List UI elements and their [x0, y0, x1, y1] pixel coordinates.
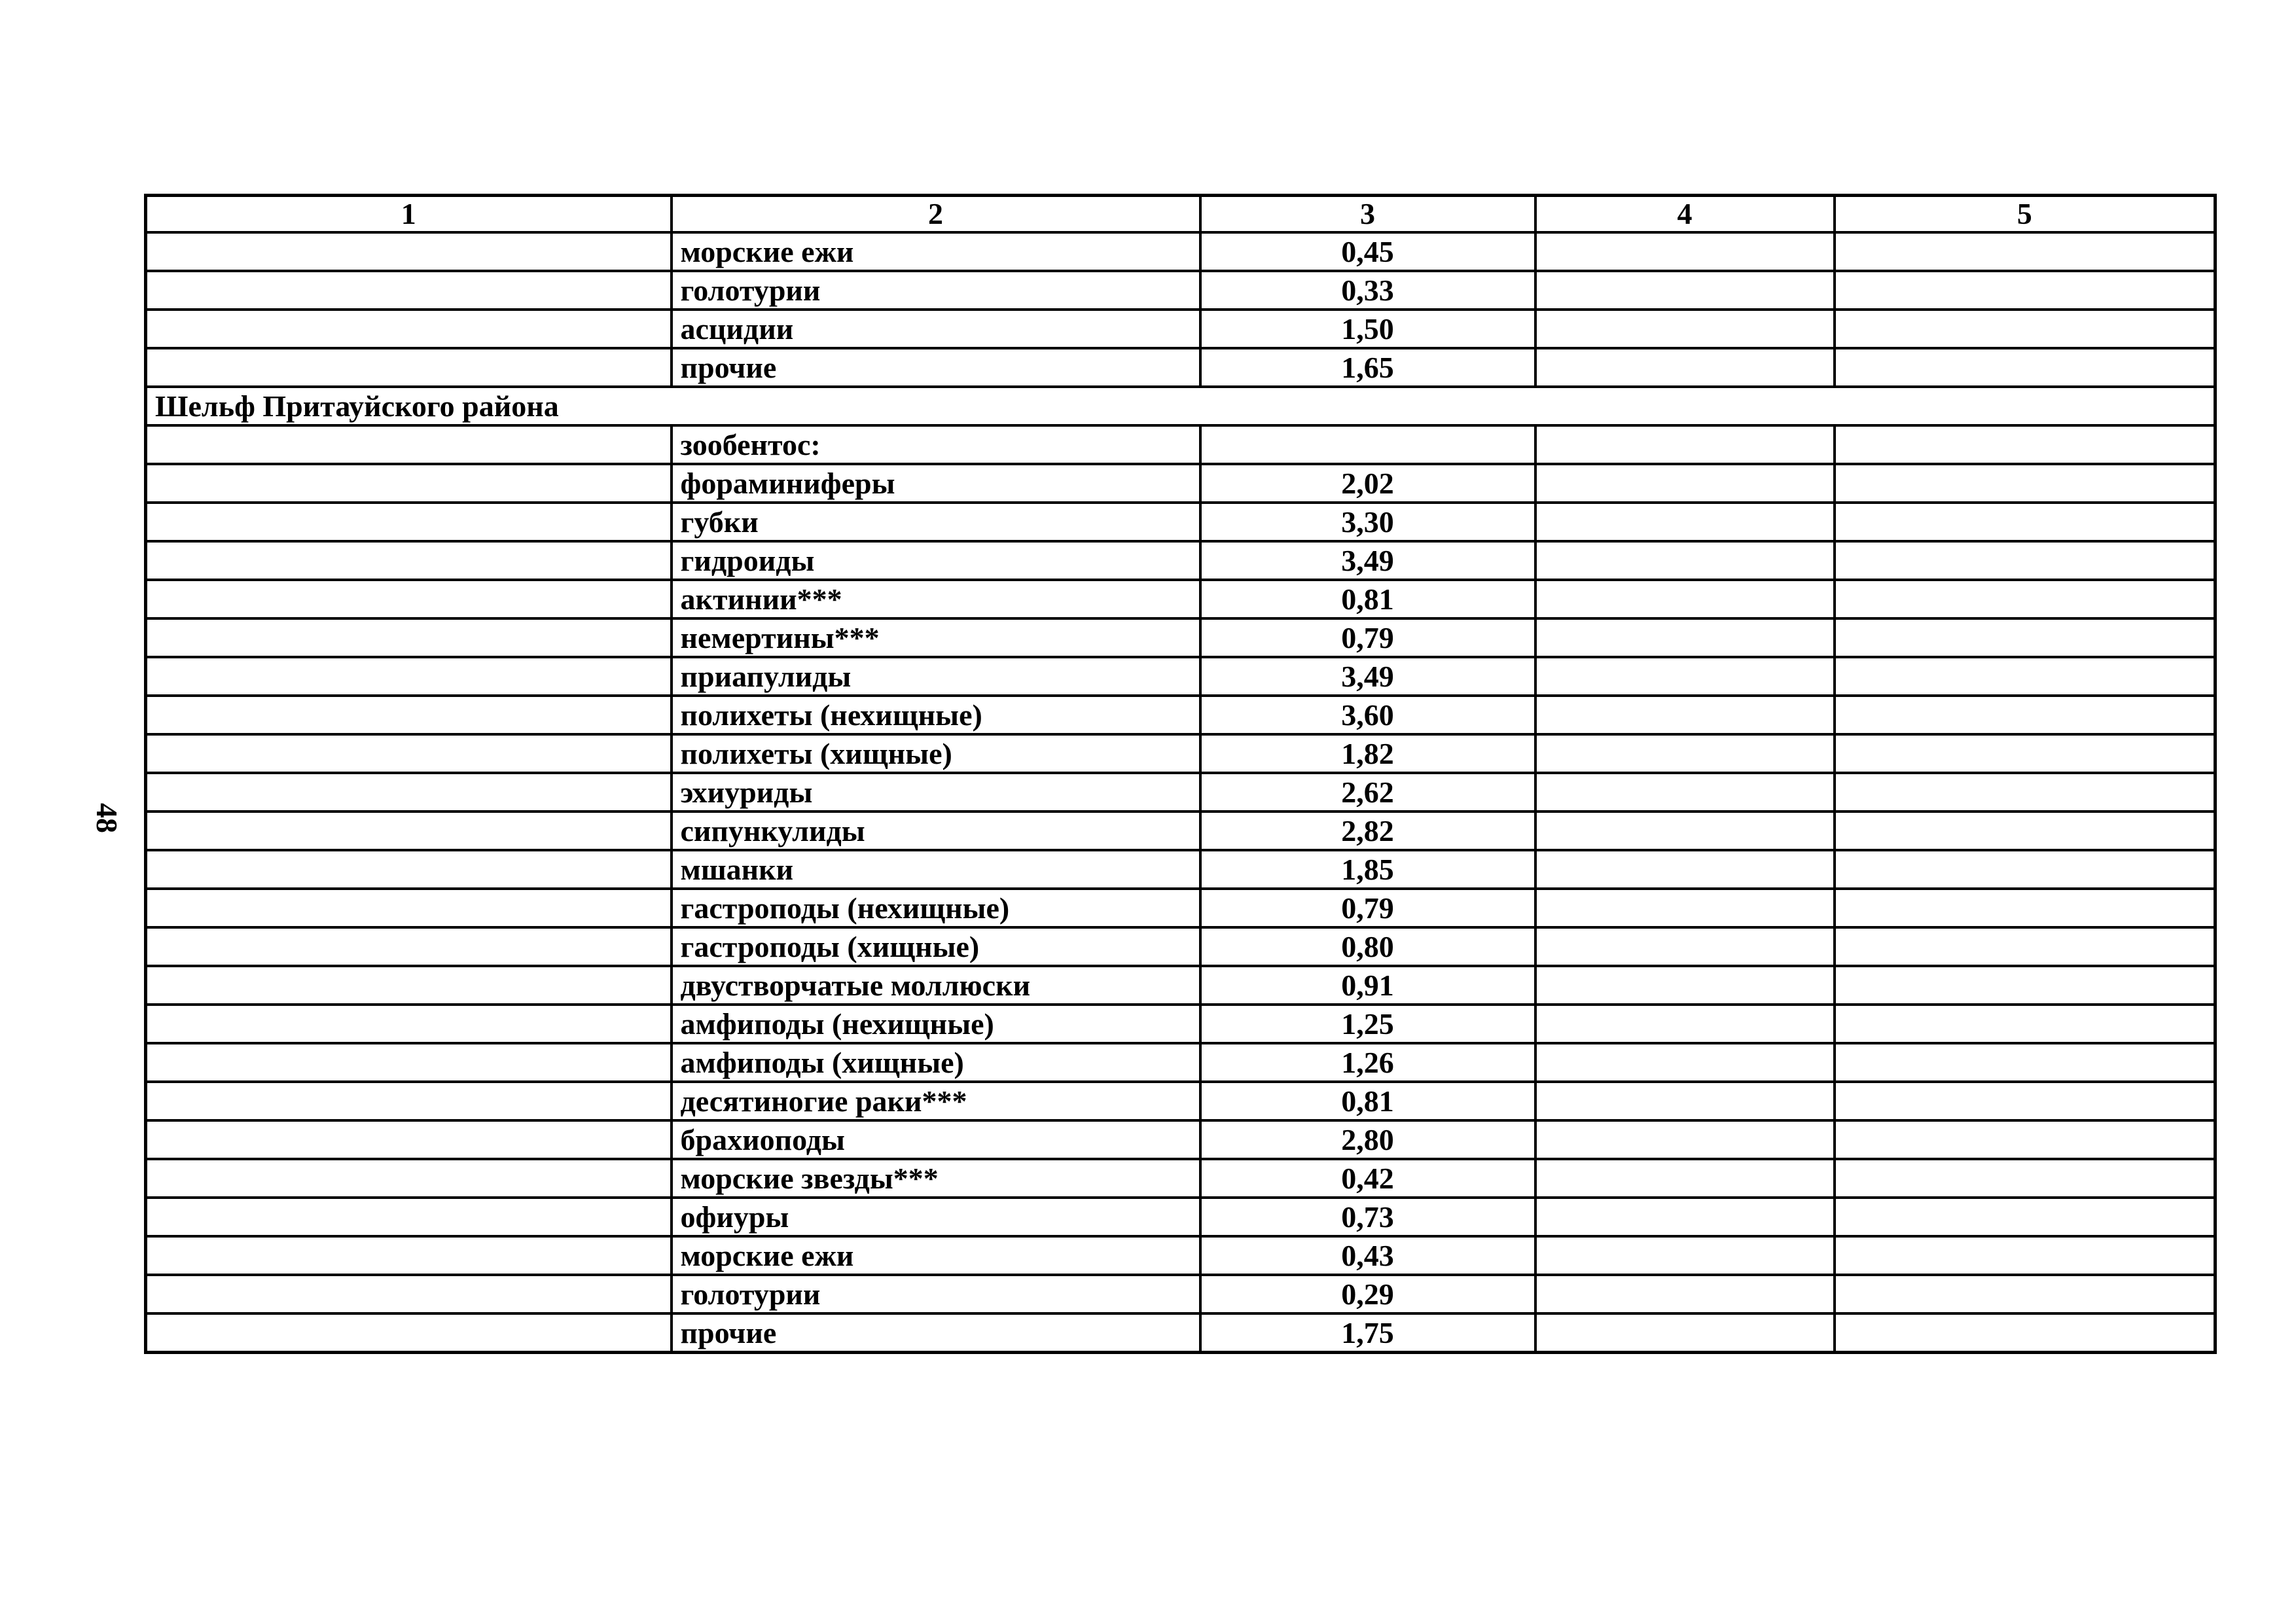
cell-taxon-name: амфиподы (хищные)	[672, 1043, 1200, 1082]
cell-col-4	[1535, 1082, 1835, 1120]
cell-value: 3,49	[1200, 657, 1535, 696]
cell-col-1	[146, 773, 672, 812]
cell-col-4	[1535, 1005, 1835, 1043]
table-row	[146, 1082, 2215, 1120]
column-header-2: 2	[672, 196, 1200, 233]
cell-col-4	[1535, 348, 1835, 387]
cell-col-1	[146, 618, 672, 657]
cell-taxon-name: голотурии	[672, 1275, 1200, 1313]
table-row	[146, 580, 2215, 618]
table-row	[146, 1159, 2215, 1198]
cell-taxon-name: прочие	[672, 348, 1200, 387]
cell-col-5	[1835, 1275, 2215, 1313]
cell-value: 1,26	[1200, 1043, 1535, 1082]
cell-value: 1,25	[1200, 1005, 1535, 1043]
cell-value: 2,82	[1200, 812, 1535, 850]
cell-value	[1200, 425, 1535, 464]
cell-value: 0,79	[1200, 618, 1535, 657]
cell-col-5	[1835, 232, 2215, 271]
cell-col-5	[1835, 348, 2215, 387]
cell-value: 2,62	[1200, 773, 1535, 812]
cell-col-5	[1835, 618, 2215, 657]
cell-col-5	[1835, 850, 2215, 889]
cell-col-4	[1535, 889, 1835, 927]
cell-taxon-name: брахиоподы	[672, 1120, 1200, 1159]
cell-taxon-name: голотурии	[672, 271, 1200, 310]
table-row	[146, 1043, 2215, 1082]
cell-value: 1,65	[1200, 348, 1535, 387]
cell-taxon-name: морские ежи	[672, 1236, 1200, 1275]
cell-col-1	[146, 1275, 672, 1313]
table-row	[146, 773, 2215, 812]
cell-col-4	[1535, 310, 1835, 348]
cell-taxon-name: полихеты (хищные)	[672, 734, 1200, 773]
cell-value: 0,43	[1200, 1236, 1535, 1275]
cell-col-1	[146, 271, 672, 310]
cell-col-1	[146, 425, 672, 464]
cell-taxon-name: прочие	[672, 1313, 1200, 1353]
cell-col-4	[1535, 541, 1835, 580]
cell-taxon-name: приапулиды	[672, 657, 1200, 696]
cell-taxon-name: зообентос:	[672, 425, 1200, 464]
cell-col-4	[1535, 464, 1835, 503]
cell-col-1	[146, 464, 672, 503]
table-row	[146, 310, 2215, 348]
cell-col-4	[1535, 734, 1835, 773]
cell-col-1	[146, 232, 672, 271]
table-row	[146, 1275, 2215, 1313]
cell-value: 0,79	[1200, 889, 1535, 927]
column-header-5: 5	[1835, 196, 2215, 233]
table-header	[146, 196, 2215, 233]
cell-col-4	[1535, 1043, 1835, 1082]
table-row	[146, 657, 2215, 696]
cell-taxon-name: морские ежи	[672, 232, 1200, 271]
cell-value: 1,82	[1200, 734, 1535, 773]
cell-value: 3,30	[1200, 503, 1535, 541]
cell-value: 0,29	[1200, 1275, 1535, 1313]
cell-taxon-name: мшанки	[672, 850, 1200, 889]
cell-taxon-name: немертины***	[672, 618, 1200, 657]
page-number: 48	[90, 803, 124, 833]
cell-col-5	[1835, 541, 2215, 580]
cell-col-5	[1835, 696, 2215, 734]
column-header-1: 1	[146, 196, 672, 233]
cell-col-5	[1835, 1043, 2215, 1082]
cell-col-1	[146, 1120, 672, 1159]
cell-col-5	[1835, 657, 2215, 696]
cell-taxon-name: десятиногие раки***	[672, 1082, 1200, 1120]
cell-col-4	[1535, 696, 1835, 734]
table-row	[146, 1313, 2215, 1353]
table-row	[146, 618, 2215, 657]
cell-value: 0,81	[1200, 580, 1535, 618]
header-row	[146, 196, 2215, 233]
cell-value: 0,81	[1200, 1082, 1535, 1120]
cell-col-4	[1535, 618, 1835, 657]
cell-value: 0,33	[1200, 271, 1535, 310]
cell-col-1	[146, 1082, 672, 1120]
cell-col-4	[1535, 271, 1835, 310]
section-title: Шельф Притауйского района	[146, 387, 2215, 425]
cell-col-5	[1835, 1120, 2215, 1159]
cell-col-4	[1535, 1120, 1835, 1159]
cell-col-1	[146, 850, 672, 889]
cell-col-4	[1535, 657, 1835, 696]
cell-taxon-name: актинии***	[672, 580, 1200, 618]
cell-col-5	[1835, 464, 2215, 503]
cell-value: 2,02	[1200, 464, 1535, 503]
cell-taxon-name: фораминиферы	[672, 464, 1200, 503]
cell-value: 0,42	[1200, 1159, 1535, 1198]
cell-col-1	[146, 1005, 672, 1043]
cell-col-1	[146, 310, 672, 348]
table-row	[146, 1198, 2215, 1236]
table-row	[146, 271, 2215, 310]
cell-value: 1,50	[1200, 310, 1535, 348]
cell-col-1	[146, 889, 672, 927]
table-body	[146, 232, 2215, 1353]
cell-col-4	[1535, 812, 1835, 850]
cell-value: 1,85	[1200, 850, 1535, 889]
cell-taxon-name: амфиподы (нехищные)	[672, 1005, 1200, 1043]
cell-col-4	[1535, 773, 1835, 812]
column-header-4: 4	[1535, 196, 1835, 233]
cell-taxon-name: морские звезды***	[672, 1159, 1200, 1198]
cell-col-1	[146, 966, 672, 1005]
table-row	[146, 503, 2215, 541]
cell-taxon-name: сипункулиды	[672, 812, 1200, 850]
table-row	[146, 1005, 2215, 1043]
cell-col-4	[1535, 850, 1835, 889]
cell-col-5	[1835, 812, 2215, 850]
cell-col-1	[146, 696, 672, 734]
cell-col-1	[146, 580, 672, 618]
cell-col-4	[1535, 503, 1835, 541]
table-row	[146, 425, 2215, 464]
cell-col-5	[1835, 1159, 2215, 1198]
cell-col-1	[146, 1159, 672, 1198]
cell-col-4	[1535, 1275, 1835, 1313]
cell-value: 3,60	[1200, 696, 1535, 734]
table-row	[146, 812, 2215, 850]
table-row	[146, 1120, 2215, 1159]
cell-value: 2,80	[1200, 1120, 1535, 1159]
cell-col-5	[1835, 1198, 2215, 1236]
cell-col-1	[146, 1198, 672, 1236]
cell-taxon-name: губки	[672, 503, 1200, 541]
cell-col-4	[1535, 966, 1835, 1005]
data-table	[144, 194, 2217, 1354]
cell-col-4	[1535, 580, 1835, 618]
table-row	[146, 966, 2215, 1005]
cell-col-5	[1835, 310, 2215, 348]
table-row	[146, 348, 2215, 387]
cell-col-5	[1835, 889, 2215, 927]
cell-col-1	[146, 503, 672, 541]
cell-taxon-name: офиуры	[672, 1198, 1200, 1236]
table-row	[146, 850, 2215, 889]
cell-value: 0,80	[1200, 927, 1535, 966]
cell-col-5	[1835, 1082, 2215, 1120]
cell-col-1	[146, 1043, 672, 1082]
table-row	[146, 232, 2215, 271]
cell-taxon-name: гастроподы (нехищные)	[672, 889, 1200, 927]
section-row	[146, 387, 2215, 425]
column-header-3: 3	[1200, 196, 1535, 233]
cell-col-4	[1535, 425, 1835, 464]
cell-col-5	[1835, 773, 2215, 812]
cell-col-1	[146, 348, 672, 387]
cell-value: 0,91	[1200, 966, 1535, 1005]
cell-col-5	[1835, 271, 2215, 310]
table-row	[146, 696, 2215, 734]
cell-col-4	[1535, 1159, 1835, 1198]
cell-col-4	[1535, 1313, 1835, 1353]
cell-col-5	[1835, 734, 2215, 773]
table-row	[146, 464, 2215, 503]
cell-value: 3,49	[1200, 541, 1535, 580]
cell-taxon-name: полихеты (нехищные)	[672, 696, 1200, 734]
cell-col-4	[1535, 232, 1835, 271]
cell-col-5	[1835, 1236, 2215, 1275]
cell-taxon-name: гастроподы (хищные)	[672, 927, 1200, 966]
cell-value: 0,45	[1200, 232, 1535, 271]
cell-taxon-name: гидроиды	[672, 541, 1200, 580]
cell-col-5	[1835, 1313, 2215, 1353]
cell-col-5	[1835, 1005, 2215, 1043]
cell-col-1	[146, 541, 672, 580]
cell-col-4	[1535, 1198, 1835, 1236]
cell-col-1	[146, 1313, 672, 1353]
table-row	[146, 927, 2215, 966]
cell-taxon-name: эхиуриды	[672, 773, 1200, 812]
cell-col-5	[1835, 927, 2215, 966]
cell-col-1	[146, 734, 672, 773]
cell-col-4	[1535, 927, 1835, 966]
cell-col-1	[146, 927, 672, 966]
cell-col-5	[1835, 503, 2215, 541]
cell-value: 1,75	[1200, 1313, 1535, 1353]
cell-value: 0,73	[1200, 1198, 1535, 1236]
cell-col-5	[1835, 580, 2215, 618]
cell-col-5	[1835, 966, 2215, 1005]
cell-col-1	[146, 1236, 672, 1275]
cell-col-5	[1835, 425, 2215, 464]
cell-taxon-name: асцидии	[672, 310, 1200, 348]
cell-col-1	[146, 812, 672, 850]
table-row	[146, 1236, 2215, 1275]
table-row	[146, 889, 2215, 927]
cell-col-4	[1535, 1236, 1835, 1275]
cell-col-1	[146, 657, 672, 696]
table-row	[146, 541, 2215, 580]
table-row	[146, 734, 2215, 773]
cell-taxon-name: двустворчатые моллюски	[672, 966, 1200, 1005]
